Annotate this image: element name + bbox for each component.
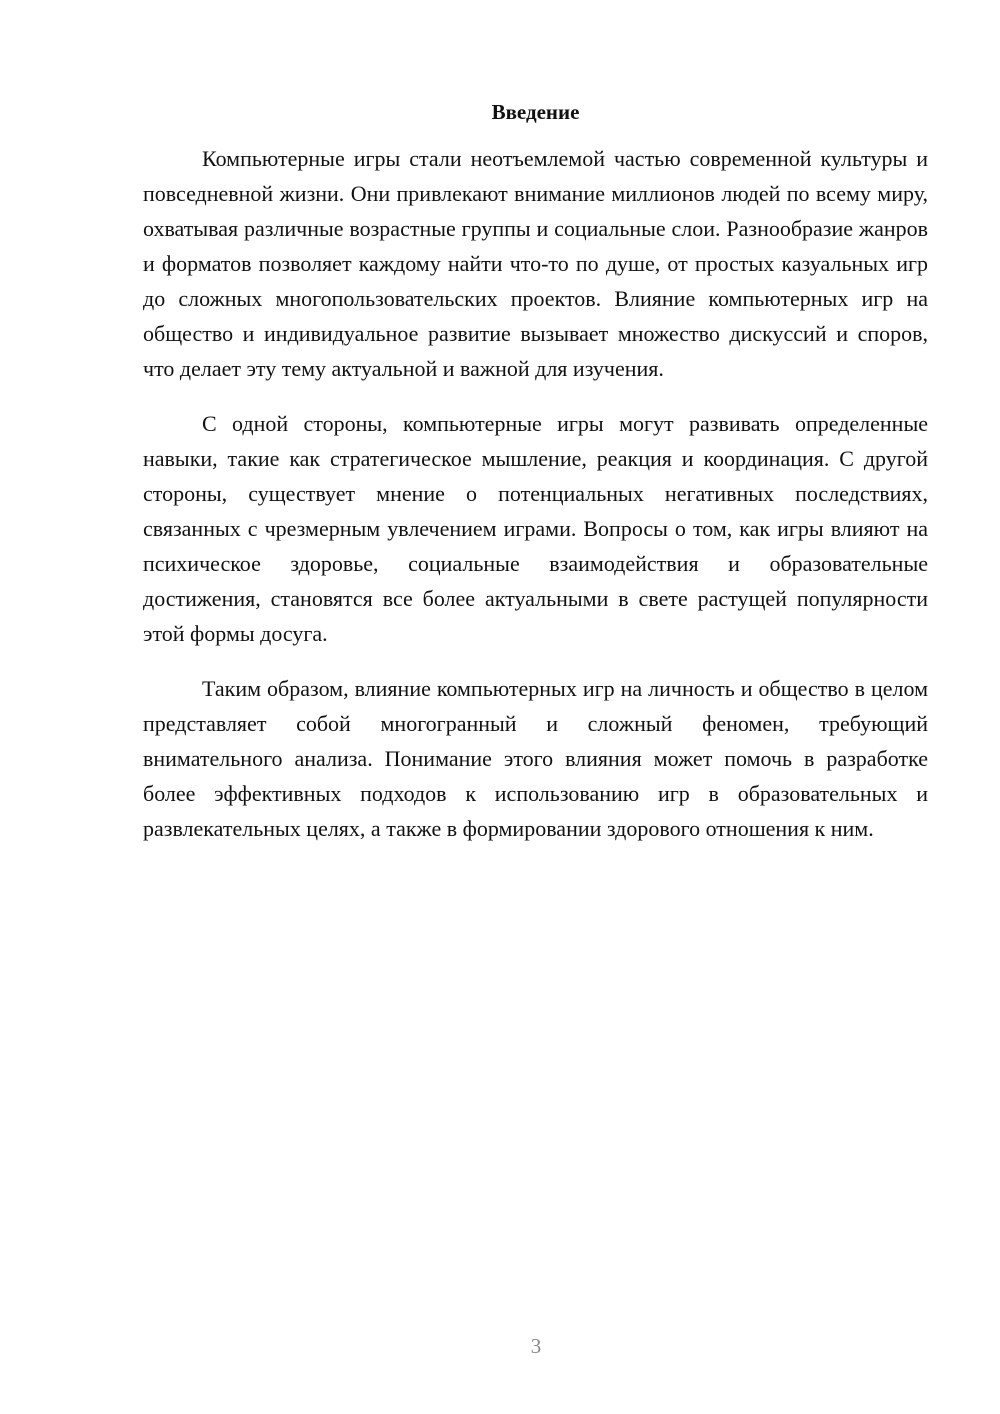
paragraph-1: Компьютерные игры стали неотъемлемой частью современной культуры и повседневной жизни. Они привлекают внимание миллионов людей по всему миру, охватывая различные возрастные группы и социальные слои. Разнообразие жанров и форматов позволяет каждому найти что-то по душе, от простых казуальных игр до сложных многопользовательских проектов. Влияние компьютерных игр на общество и индивидуальное развитие вызывает множество дискуссий и споров, что делает эту тему актуальной и важной для изучения.: [143, 146, 928, 381]
paragraph-2: С одной стороны, компьютерные игры могут развивать определенные навыки, такие как стратегическое мышление, реакция и координация. С другой стороны, существует мнение о потенциальных негативных последствиях, связанных с чрезмерным увлечением играми. Вопросы о том, как игры влияют на психическое здоровье, социальные взаимодействия и образовательные достижения, становятся все более актуальными в свете растущей популярности этой формы досуга.: [143, 411, 928, 646]
page-content: [143, 97, 928, 866]
paragraph-3: Таким образом, влияние компьютерных игр на личность и общество в целом представляет собой многогранный и сложный феномен, требующий внимательного анализа. Понимание этого влияния может помочь в разработке более эффективных подходов к использованию игр в образовательных и развлекательных целях, а также в формировании здорового отношения к ним.: [143, 676, 928, 841]
section-title: Введение: [491, 100, 580, 124]
page-number: 3: [530, 1334, 542, 1358]
